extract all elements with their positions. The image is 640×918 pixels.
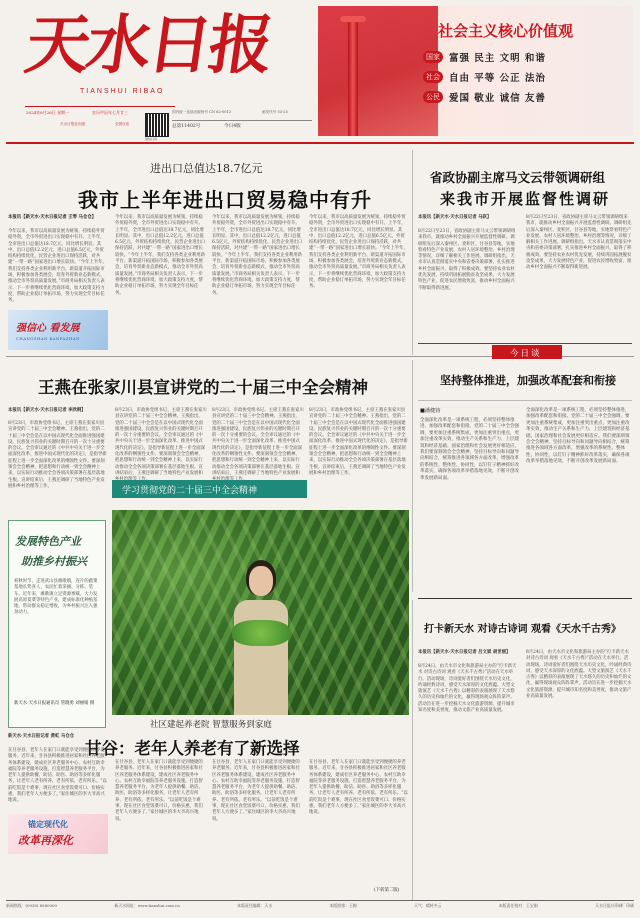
article-trade-body-3: 今年以来，我市以高质量发展为统领，持续稳外贸稳外资，全市外贸进出口实现稳中有升。上半年，全市进出口总值达18.7亿元，同比增长明显。其中，出口总值12.2亿元，进口总值6.5亿元，外贸结构持续优化，民营企业进出口保持活跃，对共建“一带一路”国家进出口增长较快。“今年上半年，我们支持各类企业利用新平台、新渠道开拓国际市场，积极参加各类展会，培育外贸新业态新模式，推动全市外贸高质量发展。”市商务局相关负责人表示，下一步将继续优化营商环境，加大政策支持力度，帮助企业稳订单拓市场，努力实现全年目标任务。 <box>212 215 303 296</box>
today-headline: 坚持整体推进，加强改革配套和衔接 <box>440 374 616 387</box>
value-row-2 <box>423 70 546 84</box>
article-cppcc-headline: 省政协副主席马文云带领调研组 <box>430 170 606 185</box>
sidebar-industry-title1: 发展特色产业 <box>15 535 81 548</box>
footer-editor: 本版责任编辑：天水 <box>237 903 273 908</box>
masthead-site: 全国百佳 <box>115 122 130 126</box>
study-ribbon <box>112 480 307 498</box>
flag-icon <box>318 6 438 136</box>
value-text-citizen: 爱国 敬业 诚信 友善 <box>449 93 546 104</box>
article-elderly-jump: (下转第二版) <box>374 888 400 893</box>
reform-ad-line1: 锚定现代化 <box>28 819 68 829</box>
article-wangyan-body-3: 8月23日，市政协党组书记、主席王燕在张家川县宣讲党的二十届三中全会精神。王燕指出，党的二十届三中全会是在以中国式现代化全面推进强国建设、民族复兴伟业的关键时期召开的一次十分重要的会议。全会审议通过的《中共中央关于进一步全面深化改革、推进中国式现代化的决定》，是指导新征程上进一步全面深化改革的纲领性文件。要深刻领会全会精神，把思想和行动统一到全会精神上来，以实际行动推动全会各项决策部署在基层落地生根。宣讲结束后，王燕还调研了当地特色产业发展和 <box>212 408 304 476</box>
masthead-date: 2024年8月26日 星期一 <box>26 110 70 115</box>
page-count: 今日4版 <box>224 124 241 129</box>
article-trade-headline: 我市上半年进出口贸易稳中有升 <box>78 188 372 212</box>
masthead-cn: 国内统一连续出版物号 CN 62-0013 <box>172 110 232 114</box>
core-values-banner <box>318 6 633 136</box>
masthead-postal: 邮发代号 53-25 <box>262 110 288 114</box>
reform-ad-line2: 改革再深化 <box>18 834 73 847</box>
article-elderly-body-3: 在甘谷县，老年人在家门口就能享受到便捷的养老服务。近年来，甘谷县积极推进居家和社区养老服务体系建设，建成社区养老服务中心、农村互助幸福院等养老服务设施，打造智慧养老服务平台，为老年人提供助餐、助洁、助医、助浴等多样化服务，让老年人老有所养、老有所依、老有所乐。“以前吃饭是个难事，现在社区食堂饭菜可口、价格实惠，我们老年人方便多了。”家住城区的李大爷高兴地说。 <box>212 760 300 822</box>
today-tag <box>492 345 562 359</box>
banner-title: 社会主义核心价值观 <box>438 22 574 40</box>
article-cppcc-body-2: 8月22日至23日，省政协副主席马文云带领调研组来我市，就推动乡村全面振兴开展监督性调研。调研组先后深入秦州区、麦积区、甘谷县等地，实地察看特色产业发展、农村人居环境整治、乡村治理等情况，详细了解相关工作进展。调研组指出，天水市认真贯彻落实中央和省委决策部署，扎实推进乡村全面振兴，取得了积极成效。要坚持农业农村优先发展，持续巩固拓展脱贫攻坚成果，大力发展特色产业，促进农民增收致富，推动乡村全面振兴不断取得新进展。 <box>526 215 632 271</box>
article-trade-body-2: 今年以来，我市以高质量发展为统领，持续稳外贸稳外资，全市外贸进出口实现稳中有升。上半年，全市进出口总值达18.7亿元，同比增长明显。其中，出口总值12.2亿元，进口总值6.5亿元，外贸结构持续优化，民营企业进出口保持活跃，对共建“一带一路”国家进出口增长较快。“今年上半年，我们支持各类企业利用新平台、新渠道开拓国际市场，积极参加各类展会，培育外贸新业态新模式，推动全市外贸高质量发展。”市商务局相关负责人表示，下一步将继续优化营商环境，加大政策支持力度，帮助企业稳订单拓市场，努力实现全年目标任务。 <box>115 215 206 296</box>
value-tag-citizen: 公民 <box>423 91 443 103</box>
sidebar-industry <box>8 520 106 728</box>
value-tag-nation: 国家 <box>423 51 443 63</box>
vegetable-bundle-icon <box>232 620 290 646</box>
article-elderly-kicker: 社区建起养老院 智慧服务到家庭 <box>150 720 272 730</box>
footer-website: 新天水网址：www.tianshui.com.cn <box>114 903 180 908</box>
confidence-ad-sub: CHANGSHAN KANFAZHAN <box>16 336 80 341</box>
article-cppcc-byline: 本报讯【新天水·天水日报记者 马跃】 <box>418 215 492 220</box>
footer-hotline: 新闻热线：(0938) 8880000 <box>6 903 57 908</box>
today-body-2: 全面深化改革是一项系统工程，必须坚持整体推进，加强改革配套和衔接。党的二十届三中全会强调，要更加注重系统集成，更加注重突出重点，更加注重改革实效，推动生产关系和生产力、上层建筑和经济基础、国家治理和社会发展更好相适应。我们要深刻领会全会精神，坚持目标导向和问题导向相结合，统筹推进各领域各方面改革，增强改革的系统性、整体性、协同性，以钉钉子精神抓好改革落实，确保各项改革举措落地见效，不断开创改革发展新局面。 <box>526 408 630 465</box>
qr-code-icon <box>146 114 168 136</box>
footer-typeset: 本版照排：王梅 <box>329 903 357 908</box>
article-trade-byline: 本报讯【新天水·天水日报记者 王琴 马仓仓】 <box>8 215 97 220</box>
footer-proofread: 本版责任校对：王宝刚 <box>498 903 538 908</box>
masthead-pinyin: TIANSHUI RIBAO <box>80 88 165 95</box>
article-elderly-body-1: 在甘谷县，老年人在家门口就能享受到便捷的养老服务。近年来，甘谷县积极推进居家和社区养老服务体系建设，建成社区养老服务中心、农村互助幸福院等养老服务设施，打造智慧养老服务平台，为老年人提供助餐、助洁、助医、助浴等多样化服务，让老年人老有所养、老有所依、老有所乐。“以前吃饭是个难事，现在社区食堂饭菜可口、价格实惠，我们老年人方便多了。”家住城区的李大爷高兴地说。 <box>8 748 107 804</box>
value-text-nation: 富强 民主 文明 和谐 <box>449 53 546 64</box>
article-wangyan-body-4: 8月23日，市政协党组书记、主席王燕在张家川县宣讲党的二十届三中全会精神。王燕指出，党的二十届三中全会是在以中国式现代化全面推进强国建设、民族复兴伟业的关键时期召开的一次十分重要的会议。全会审议通过的《中共中央关于进一步全面深化改革、推进中国式现代化的决定》，是指导新征程上进一步全面深化改革的纲领性文件。要深刻领会全会精神，把思想和行动统一到全会精神上来，以实际行动推动全会各项决策部署在基层落地生根。宣讲结束后，王燕还调研了当地特色产业发展和乡村治理等工作。 <box>309 408 408 476</box>
article-trade-body-1: 今年以来，我市以高质量发展为统领，持续稳外贸稳外资，全市外贸进出口实现稳中有升。上半年，全市进出口总值达18.7亿元，同比增长明显。其中，出口总值12.2亿元，进口总值6.5亿元，外贸结构持续优化，民营企业进出口保持活跃，对共建“一带一路”国家进出口增长较快。“今年上半年，我们支持各类企业利用新平台、新渠道开拓国际市场，积极参加各类展会，培育外贸新业态新模式，推动全市外贸高质量发展。”市商务局相关负责人表示，下一步将继续优化营商环境，加大政策支持力度，帮助企业稳订单拓市场，努力实现全年目标任务。 <box>8 229 107 304</box>
article-wangyan-byline: 本报讯【新天水·天水日报记者 李欣桐】 <box>8 408 86 413</box>
footer-printer: 天水日报社印刷厂印刷 <box>595 903 634 908</box>
value-row-3 <box>423 90 546 104</box>
footer-weather: 天气：晴转多云 <box>414 903 442 908</box>
article-poetry-body-1: 8月24日，由天水市文化和旅游局主办的“打卡新天水 对诗古诗词 观看《天水千古秀》”活动在天水举行。活动现场，诗词爱好者们围绕天水历史文化，吟诵经典诗词，感受天水深厚的文化底蕴。大型文旅演艺《天水千古秀》以精彩的表演展现了天水悠久的历史和灿烂的文化，赢得现场观众阵阵掌声。活动旨在进一步挖掘天水文化旅游资源，提升城市知名度和美誉度，推动文旅产业高质量发展。 <box>418 664 517 714</box>
value-text-society: 自由 平等 公正 法治 <box>449 73 546 84</box>
reform-ad <box>8 814 108 854</box>
photo-greenhouse-harvest <box>112 510 409 715</box>
today-tag-text: 今日谈 <box>510 349 542 359</box>
article-poetry-body-2: 8月24日，由天水市文化和旅游局主办的“打卡新天水 对诗古诗词 观看《天水千古秀》”活动在天水举行。活动现场，诗词爱好者们围绕天水历史文化，吟诵经典诗词，感受天水深厚的文化底蕴。大型文旅演艺《天水千古秀》以精彩的表演展现了天水悠久的历史和灿烂的文化，赢得现场观众阵阵掌声。活动旨在进一步挖掘天水文化旅游资源，提升城市知名度和美誉度，推动文旅产业高质量发展。 <box>526 650 632 700</box>
article-cppcc-body-1: 8月22日至23日，省政协副主席马文云带领调研组来我市，就推动乡村全面振兴开展监督性调研。调研组先后深入秦州区、麦积区、甘谷县等地，实地察看特色产业发展、农村人居环境整治、乡村治理等情况，详细了解相关工作进展。调研组指出，天水市认真贯彻落实中央和省委决策部署，扎实推进乡村全面振兴，取得了积极成效。要坚持农业农村优先发展，持续巩固拓展脱贫攻坚成果，大力发展特色产业，促进农民增收致富，推动乡村全面振兴不断取得新进展。 <box>418 229 516 291</box>
article-trade-subhead: 进出口总值达18.7亿元 <box>150 162 263 175</box>
article-trade-body-4: 今年以来，我市以高质量发展为统领，持续稳外贸稳外资，全市外贸进出口实现稳中有升。上半年，全市进出口总值达18.7亿元，同比增长明显。其中，出口总值12.2亿元，进口总值6.5亿元，外贸结构持续优化，民营企业进出口保持活跃，对共建“一带一路”国家进出口增长较快。“今年上半年，我们支持各类企业利用新平台、新渠道开拓国际市场，积极参加各类展会，培育外贸新业态新模式，推动全市外贸高质量发展。”市商务局相关负责人表示，下一步将继续优化营商环境，加大政策支持力度，帮助企业稳订单拓市场，努力实现全年目标任务。 <box>309 215 408 290</box>
qr-label: 微信扫码 <box>145 137 158 141</box>
article-poetry-headline: 打卡新天水 对诗古诗词 观看《天水千古秀》 <box>424 624 621 635</box>
article-elderly-body-4: 在甘谷县，老年人在家门口就能享受到便捷的养老服务。近年来，甘谷县积极推进居家和社区养老服务体系建设，建成社区养老服务中心、农村互助幸福院等养老服务设施，打造智慧养老服务平台，为老年人提供助餐、助洁、助医、助浴等多样化服务，让老年人老有所养、老有所依、老有所乐。“以前吃饭是个难事，现在社区食堂饭菜可口、价格实惠，我们老年人方便多了。”家住城区的李大爷高兴地说。 <box>309 760 408 816</box>
article-elderly-headline: 甘谷：老年人养老有了新选择 <box>85 739 300 758</box>
article-cppcc-headline2: 来我市开展监督性调研 <box>440 190 611 208</box>
study-ribbon-text: 学习贯彻党的二十届三中全会精神 <box>122 486 258 496</box>
article-wangyan-body-2: 8月23日，市政协党组书记、主席王燕在张家川县宣讲党的二十届三中全会精神。王燕指出，党的二十届三中全会是在以中国式现代化全面推进强国建设、民族复兴伟业的关键时期召开的一次十分重要的会议。全会审议通过的《中共中央关于进一步全面深化改革、推进中国式现代化的决定》，是指导新征程上进一步全面深化改革的纲领性文件。要深刻领会全会精神，把思想和行动统一到全会精神上来，以实际行动推动全会各项决策部署在基层落地生根。宣讲结束后，王燕还调研了当地特色产业发展和 <box>115 408 207 476</box>
article-wangyan-headline: 王燕在张家川县宣讲党的二十届三中全会精神 <box>38 378 368 397</box>
article-elderly-body-2: 在甘谷县，老年人在家门口就能享受到便捷的养老服务。近年来，甘谷县积极推进居家和社区养老服务体系建设，建成社区养老服务中心、农村互助幸福院等养老服务设施，打造智慧养老服务平台，为老年人提供助餐、助洁、助医、助浴等多样化服务，让老年人老有所养、老有所依、老有所乐。“以前吃饭是个难事，现在社区食堂饭菜可口、价格实惠，我们老年人方便多了。”家住城区的李大爷高兴地说。 <box>115 760 203 822</box>
article-elderly-byline: 新天水·天水日报记者 黄虹 马仓仓 <box>8 734 75 739</box>
masthead-sponsor: 天水日报社出版 <box>60 122 86 126</box>
today-author: ■潘健钧 <box>420 408 441 414</box>
farmer-figure <box>230 550 292 715</box>
article-poetry-byline: 本报讯【新天水·天水日报记者 吕文斌 胡世丽】 <box>418 650 511 655</box>
huabiao-pillar-icon <box>348 18 358 136</box>
value-row-1 <box>423 50 546 64</box>
masthead-title: 天水日报 <box>20 8 276 83</box>
confidence-ad-title: 强信心 看发展 <box>16 323 80 334</box>
masthead-lunar: 农历甲辰年七月廿三 <box>92 110 128 115</box>
sidebar-industry-body: 初秋时节，走进武山县滩歌镇，连片的蔬菜基地长势喜人，农民忙着采摘、分拣、装车。近年来，滩歌镇立足资源禀赋，大力发展高原夏菜等特色产业，建成标准化种植基地，带动群众稳定增收，为乡村振兴注入强劲动力。 <box>14 579 98 616</box>
today-body-1: 全面深化改革是一项系统工程，必须坚持整体推进，加强改革配套和衔接。党的二十届三中全会强调，要更加注重系统集成，更加注重突出重点，更加注重改革实效，推动生产关系和生产力、上层建筑和经济基础、国家治理和社会发展更好相适应。我们要深刻领会全会精神，坚持目标导向和问题导向相结合，统筹推进各领域各方面改革，增强改革的系统性、整体性、协同性，以钉钉子精神抓好改革落实，确保各项改革举措落地见效，不断开创改革发展新局面。 <box>420 418 519 481</box>
issue-number: 总第11402号 <box>172 124 201 129</box>
value-tag-society: 社会 <box>423 71 443 83</box>
sidebar-industry-title2: 助推乡村振兴 <box>21 555 87 568</box>
footer <box>6 903 634 915</box>
sidebar-industry-credit: 新天水·天水日报通讯员 管晓勇 刘丽娟 摄 <box>14 701 95 706</box>
article-wangyan-body-1: 8月23日，市政协党组书记、主席王燕在张家川县宣讲党的二十届三中全会精神。王燕指出，党的二十届三中全会是在以中国式现代化全面推进强国建设、民族复兴伟业的关键时期召开的一次十分重要的会议。全会审议通过的《中共中央关于进一步全面深化改革、推进中国式现代化的决定》，是指导新征程上进一步全面深化改革的纲领性文件。要深刻领会全会精神，把思想和行动统一到全会精神上来，以实际行动推动全会各项决策部署在基层落地生根。宣讲结束后，王燕还调研了当地特色产业发展和乡村治理等工作。 <box>8 421 107 489</box>
confidence-ad <box>8 310 108 350</box>
